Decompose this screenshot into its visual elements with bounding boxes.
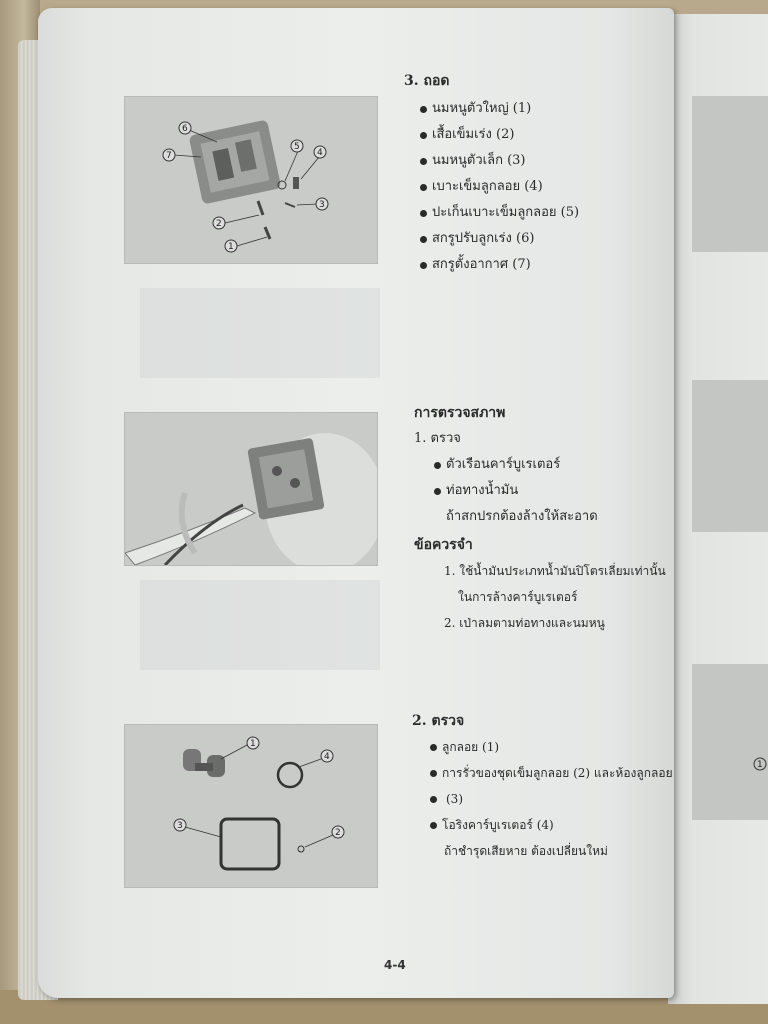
inspection-note: ถ้าสกปรกต้องล้างให้สะอาด bbox=[446, 509, 598, 524]
facing-page-callout bbox=[692, 664, 768, 820]
facing-page-photo-1 bbox=[692, 96, 768, 252]
list-item: เบาะเข็มลูกลอย (4) bbox=[418, 174, 579, 200]
disassembly-list bbox=[418, 96, 579, 278]
svg-text:2: 2 bbox=[335, 828, 341, 838]
photo-carburetor-cleaning bbox=[124, 412, 378, 566]
caution-title: ข้อควรจำ bbox=[414, 537, 473, 553]
list-item: ท่อทางน้ำมัน bbox=[432, 478, 666, 504]
list-item: โอริงคาร์บูเรเตอร์ (4) bbox=[428, 812, 673, 838]
list-item: 1. ใช้น้ำมันประเภทน้ำมันปิโตรเลี่ยมเท่านั้น bbox=[444, 564, 666, 578]
inspection-list bbox=[432, 452, 666, 504]
list-item: สกรูปรับลูกเร่ง (6) bbox=[418, 226, 579, 252]
inspection2-note: ถ้าชำรุดเสียหาย ต้องเปลี่ยนใหม่ bbox=[444, 844, 608, 858]
svg-text:5: 5 bbox=[294, 142, 300, 152]
inspection2-list bbox=[428, 734, 673, 838]
disassembly-step: 3. ถอด bbox=[404, 73, 450, 89]
list-item: นมหนูตัวเล็ก (3) bbox=[418, 148, 579, 174]
inspection-title: การตรวจสภาพ bbox=[414, 405, 506, 421]
list-item: ลูกลอย (1) bbox=[428, 734, 673, 760]
inspection-section bbox=[414, 400, 666, 636]
list-item: 2. เป่าลมตามท่อทางและนมหนู bbox=[444, 616, 605, 630]
list-item: นมหนูตัวใหญ่ (1) bbox=[418, 96, 579, 122]
list-item: สกรูตั้งอากาศ (7) bbox=[418, 252, 579, 278]
inspection-step1: 1. ตรวจ bbox=[414, 431, 461, 446]
svg-text:2: 2 bbox=[216, 219, 222, 229]
svg-text:4: 4 bbox=[317, 148, 323, 158]
svg-text:3: 3 bbox=[319, 200, 325, 210]
svg-text:3: 3 bbox=[177, 821, 183, 831]
photo-carburetor-parts bbox=[124, 96, 378, 264]
list-item: ตัวเรือนคาร์บูเรเตอร์ bbox=[432, 452, 666, 478]
svg-text:6: 6 bbox=[182, 124, 188, 134]
list-item: ปะเก็นเบาะเข็มลูกลอย (5) bbox=[418, 200, 579, 226]
inspection2-section bbox=[412, 708, 673, 864]
list-item-continuation: (3) bbox=[428, 786, 673, 812]
caution-list bbox=[444, 558, 666, 636]
svg-text:4: 4 bbox=[324, 752, 330, 762]
inspection2-step: 2. ตรวจ bbox=[412, 713, 465, 729]
svg-text:7: 7 bbox=[166, 151, 172, 161]
list-item: การรั่วของชุดเข็มลูกลอย (2) และห้องลูกลอย bbox=[428, 760, 673, 786]
facing-page-photo-3 bbox=[692, 664, 768, 820]
svg-text:1: 1 bbox=[757, 760, 763, 770]
disassembly-section bbox=[404, 68, 579, 278]
page-number: 4-4 bbox=[384, 958, 406, 972]
list-item: เสื้อเข็มเร่ง (2) bbox=[418, 122, 579, 148]
svg-text:1: 1 bbox=[250, 739, 256, 749]
svg-text:1: 1 bbox=[228, 242, 234, 252]
show-through bbox=[140, 288, 380, 378]
photo-float-parts bbox=[124, 724, 378, 888]
facing-page-photo-2 bbox=[692, 380, 768, 532]
show-through bbox=[140, 580, 380, 670]
list-item: ในการล้างคาร์บูเรเตอร์ bbox=[458, 590, 578, 604]
